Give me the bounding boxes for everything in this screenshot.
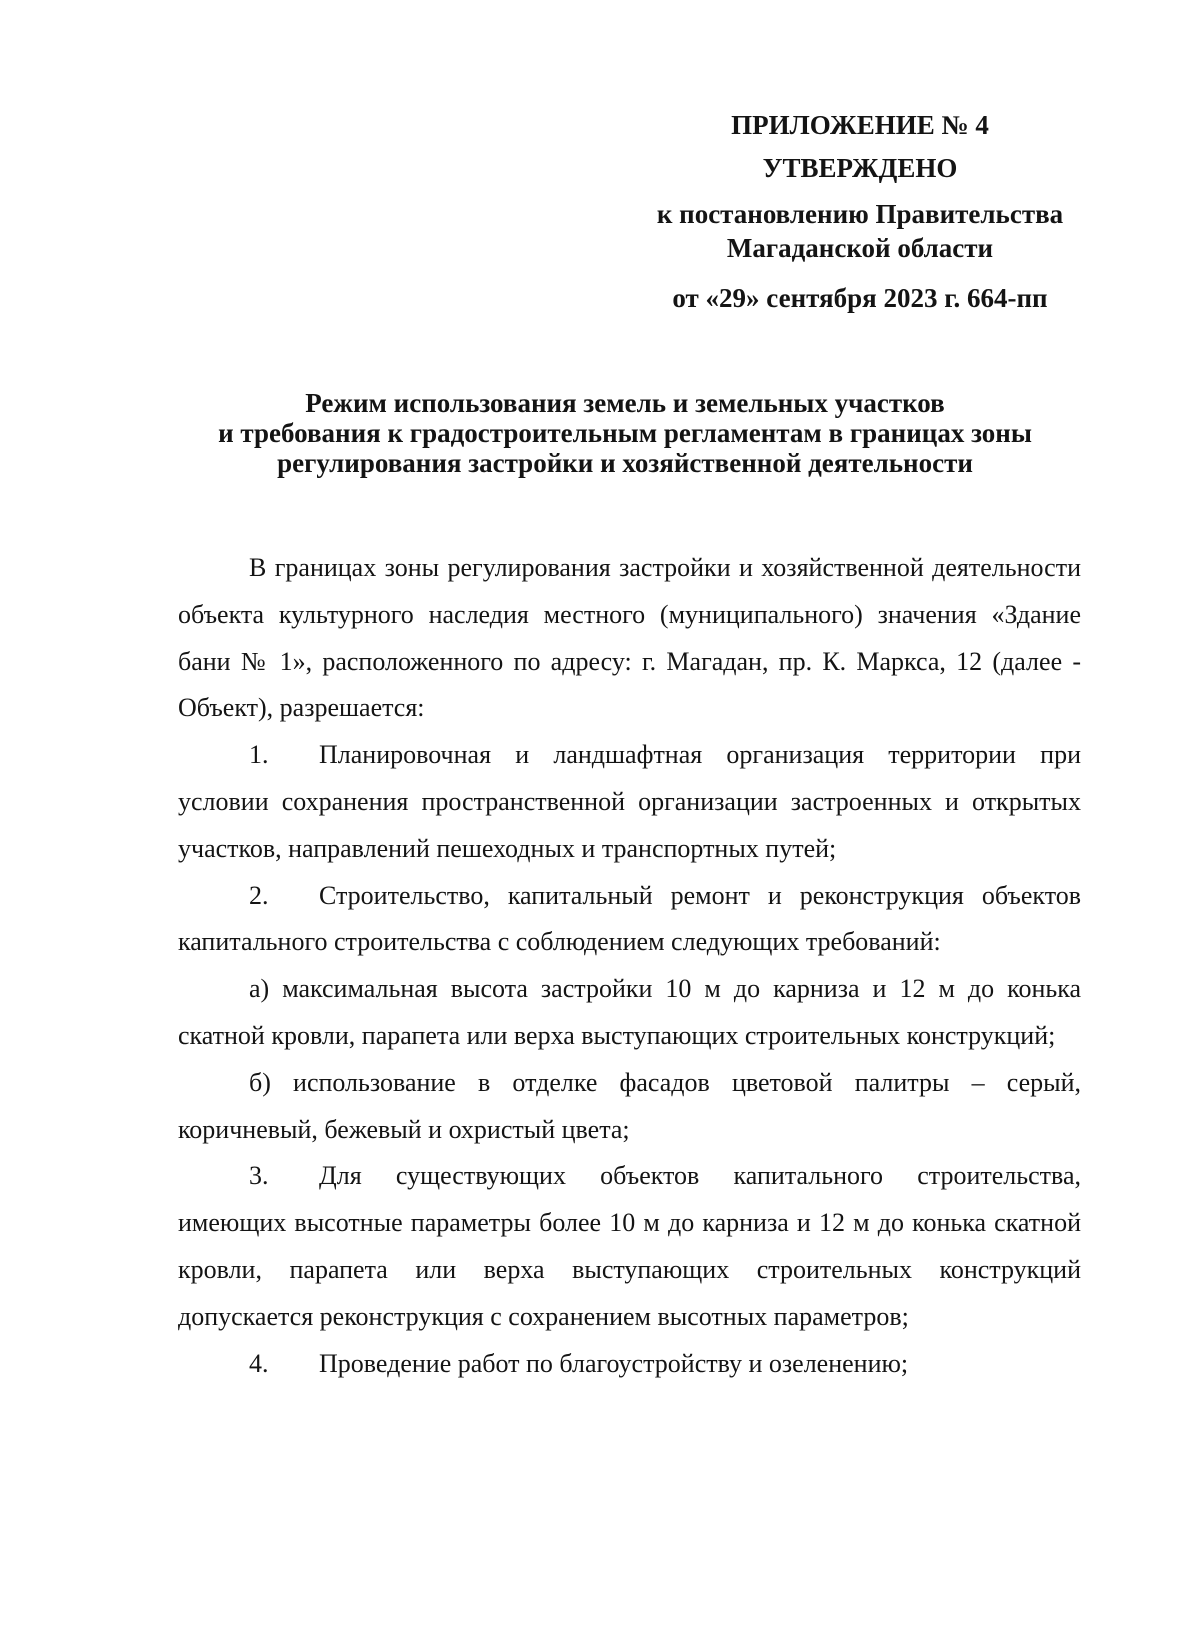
resolution-line-1: к постановлению Правительства (656, 199, 1064, 229)
item-3-number: 3. (249, 1161, 269, 1191)
intro-paragraph: В границах зоны регулирования застройки и хозяйственной деятельности объекта культурного наследия местного (муниципального) значения «Здание бани № 1», расположенного по адресу: г. Магадан, пр. К. Маркса, 12 (далее - Объект), разрешается: (178, 553, 1081, 723)
item-1 (178, 732, 1081, 872)
resolution-date-number: от «29» сентября 2023 г. 664-пп (672, 283, 1048, 313)
title-line-2: и требования к градостроительным регламентам в границах зоны (218, 418, 1032, 448)
title-line-3: регулирования застройки и хозяйственной деятельности (277, 448, 973, 478)
item-4-number: 4. (249, 1348, 269, 1378)
item-2 (178, 873, 1081, 967)
item-1-number: 1. (249, 740, 269, 770)
document-title (170, 388, 1080, 478)
item-4 (178, 1341, 1081, 1388)
approved-label: УТВЕРЖДЕНО (762, 153, 958, 183)
item-3-text: Для существующих объектов капитального строительства, имеющих высотные параметры более 10 м до карниза и 12 м до конька скатной кровли, парапета или верха выступающих строительных конструкций допускается реконструкция с сохранением высотных параметров; (178, 1161, 1081, 1331)
title-line-1: Режим использования земель и земельных участков (305, 388, 945, 418)
document-body (178, 545, 1081, 1387)
item-2-text: Строительство, капитальный ремонт и реконструкция объектов капитального строительства с соблюдением следующих требований: (178, 880, 1081, 957)
item-1-text: Планировочная и ландшафтная организация территории при условии сохранения пространственной организации застроенных и открытых участков, направлений пешеходных и транспортных путей; (178, 740, 1081, 863)
item-2b: б) использование в отделке фасадов цветовой палитры – серый, коричневый, бежевый и охристый цвета; (178, 1067, 1081, 1144)
item-2a: а) максимальная высота застройки 10 м до карниза и 12 м до конька скатной кровли, парапета или верха выступающих строительных конструкций; (178, 974, 1081, 1050)
resolution-line-2: Магаданской области (726, 233, 994, 263)
item-3 (178, 1153, 1081, 1340)
approval-stamp (600, 108, 1120, 315)
appendix-number: ПРИЛОЖЕНИЕ № 4 (731, 110, 989, 140)
item-4-text: Проведение работ по благоустройству и озеленению; (319, 1348, 909, 1378)
item-2-number: 2. (249, 880, 269, 910)
